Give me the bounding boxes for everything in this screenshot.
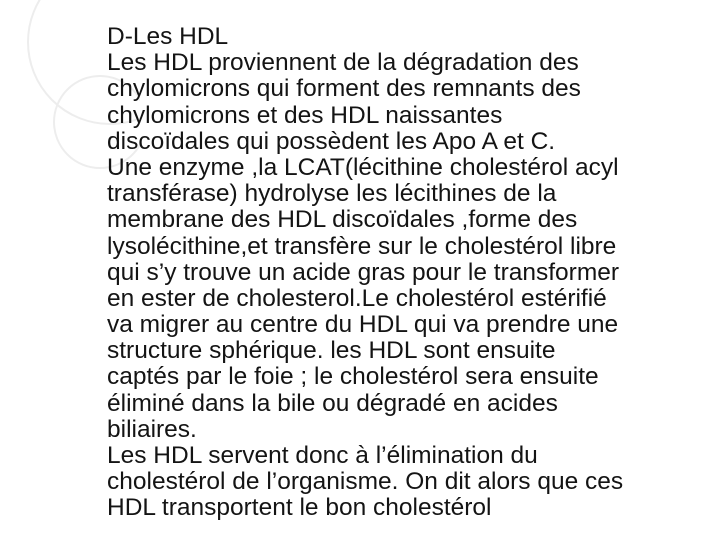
text-line: Une enzyme ,la LCAT(lécithine cholestérol acyl bbox=[107, 153, 619, 181]
text-line: discoïdales qui possèdent les Apo A et C. bbox=[107, 127, 556, 155]
text-line: lysolécithine,et transfère sur le cholestérol libre bbox=[107, 232, 617, 260]
text-line: chylomicrons qui forment des remnants des bbox=[107, 75, 581, 103]
text-line: va migrer au centre du HDL qui va prendre une bbox=[107, 311, 619, 339]
text-line: en ester de cholesterol.Le cholestérol estérifié bbox=[107, 284, 607, 312]
text-line: captés par le foie ; le cholestérol sera ensuite bbox=[107, 363, 599, 391]
text-line: Les HDL proviennent de la dégradation des bbox=[107, 49, 579, 77]
text-line: membrane des HDL discoïdales ,forme des bbox=[107, 206, 578, 234]
text-line: cholestérol de l’organisme. On dit alors que ces bbox=[107, 468, 624, 496]
text-line: structure sphérique. les HDL sont ensuite bbox=[107, 337, 556, 365]
text-line: transférase) hydrolyse les lécithines de la bbox=[107, 180, 557, 208]
text-line: biliaires. bbox=[107, 415, 197, 443]
text-line: chylomicrons et des HDL naissantes bbox=[107, 101, 503, 129]
text-line: Les HDL servent donc à l’élimination du bbox=[107, 442, 538, 469]
slide-body-text bbox=[107, 24, 707, 522]
text-line: HDL transportent le bon cholestérol bbox=[107, 494, 492, 522]
text-line: qui s’y trouve un acide gras pour le transformer bbox=[107, 258, 620, 286]
heading-line: D-Les HDL bbox=[107, 23, 229, 50]
text-line: éliminé dans la bile ou dégradé en acides bbox=[107, 389, 558, 417]
